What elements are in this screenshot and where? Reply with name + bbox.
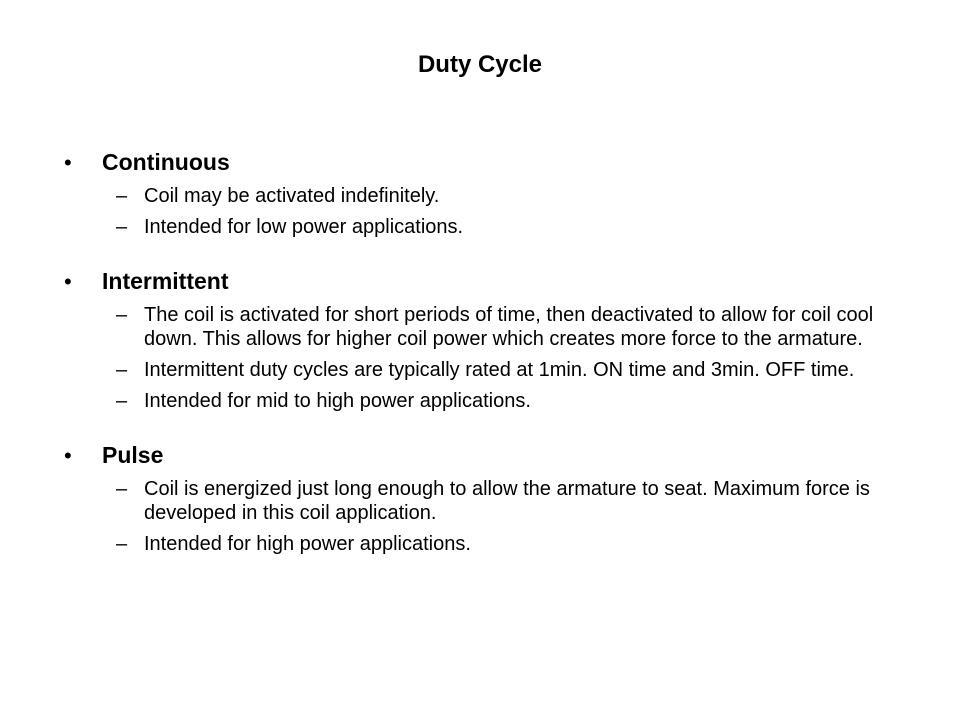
- dash-marker: –: [116, 533, 128, 555]
- dash-marker: –: [116, 216, 128, 238]
- bullet-heading-intermittent: Intermittent: [102, 268, 229, 294]
- sub-item: [116, 358, 914, 382]
- bullet-marker: •: [64, 443, 72, 468]
- sub-item: [116, 389, 914, 413]
- sub-list-intermittent: [64, 303, 914, 413]
- section-intermittent: [64, 263, 914, 413]
- bullet-marker: •: [64, 269, 72, 294]
- sub-item-text: Coil may be activated indefinitely.: [144, 185, 440, 207]
- sub-item: [116, 477, 914, 525]
- bullet-heading-continuous: Continuous: [102, 149, 230, 175]
- sub-item-text: Intended for low power applications.: [144, 216, 464, 238]
- dash-marker: –: [116, 304, 128, 326]
- dash-marker: –: [116, 478, 128, 500]
- sub-item: [116, 303, 914, 351]
- bullet-intermittent: [64, 263, 914, 299]
- slide-content: [64, 144, 914, 563]
- sub-item-text: Intended for mid to high power applications.: [144, 390, 531, 412]
- dash-marker: –: [116, 185, 128, 207]
- sub-item-text: Intermittent duty cycles are typically rated at 1min. ON time and 3min. OFF time.: [144, 359, 855, 381]
- bullet-continuous: [64, 144, 914, 180]
- bullet-heading-pulse: Pulse: [102, 442, 164, 468]
- sub-item: [116, 532, 914, 556]
- bullet-marker: •: [64, 150, 72, 175]
- sub-item: [116, 184, 914, 208]
- sub-list-pulse: [64, 477, 914, 556]
- slide-title: Duty Cycle: [417, 51, 543, 78]
- dash-marker: –: [116, 390, 128, 412]
- dash-marker: –: [116, 359, 128, 381]
- bullet-pulse: [64, 437, 914, 473]
- section-continuous: [64, 144, 914, 239]
- sub-item: [116, 215, 914, 239]
- sub-item-text: The coil is activated for short periods of time, then deactivated to allow for coil cool down. This allows for higher coil power which creates more force to the armature.: [144, 304, 874, 350]
- section-pulse: [64, 437, 914, 556]
- sub-item-text: Coil is energized just long enough to allow the armature to seat. Maximum force is developed in this coil application.: [144, 478, 870, 524]
- sub-list-continuous: [64, 184, 914, 239]
- sub-item-text: Intended for high power applications.: [144, 533, 471, 555]
